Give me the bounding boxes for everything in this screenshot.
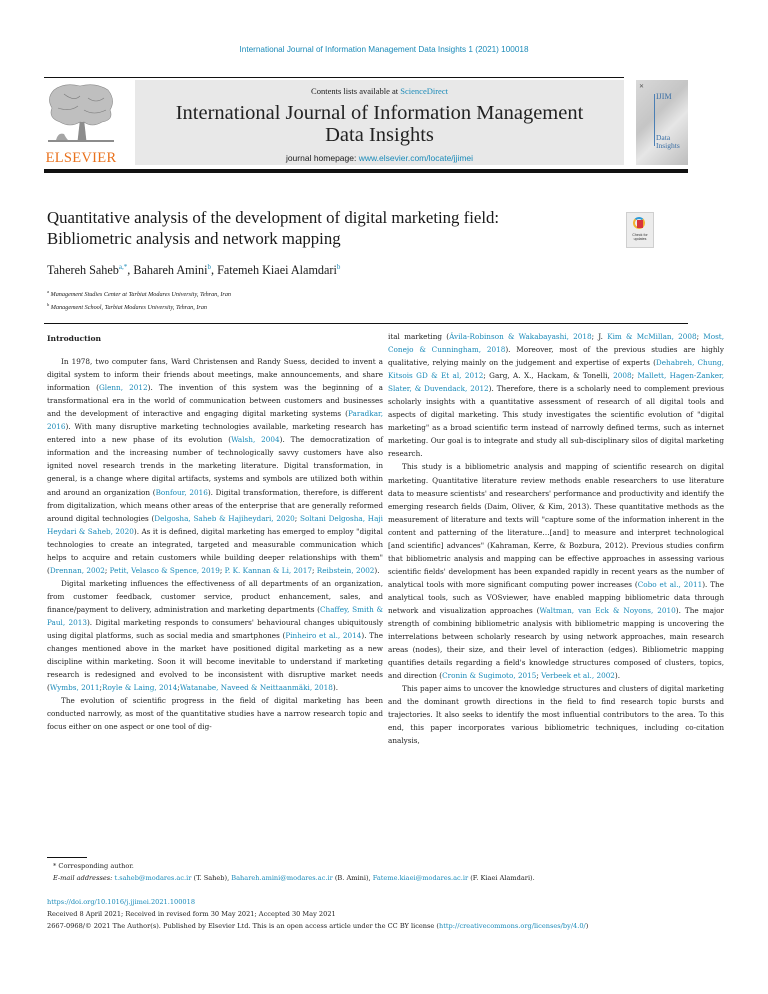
citation-link[interactable]: Soltani Delgosha, Haji Heydari & Saheb, 2020 bbox=[47, 513, 383, 536]
citation-link[interactable]: Most, Conejo & Cunningham, 2018 bbox=[388, 332, 725, 355]
paragraph-text: ; bbox=[311, 565, 317, 575]
journal-cover-thumbnail[interactable] bbox=[636, 80, 688, 165]
masthead-top-rule bbox=[44, 77, 624, 78]
paragraph-text: ). bbox=[614, 671, 621, 681]
license-line bbox=[47, 920, 588, 932]
author-affiliation-mark[interactable]: b bbox=[336, 263, 341, 271]
email-owner: (B. Amini), bbox=[332, 874, 373, 882]
paragraph-text: ). The analytical tools, such as VOSviewer, have enabled mapping bibliometric data through network and visualization approaches ( bbox=[388, 579, 724, 615]
paragraph-text: ). The democratization of information and the increasing number of technologically savvy customers have also ignited novel research trends in the marketing literature. Digital transformation, in general, is a change where digital artifacts, systems and symbols are utilized both within and around an organization ( bbox=[47, 435, 383, 497]
author-name[interactable]: Fatemeh Kiaei Alamdari bbox=[217, 263, 337, 278]
paragraph-text: ital marketing ( bbox=[388, 332, 450, 341]
affiliation-text: Management Studies Center at Tarbiat Modares University, Tehran, Iran bbox=[49, 291, 232, 299]
paragraph-text: ). Digital transformation, therefore, is different from digitalization, which means other areas of the enterprise that are generally reformed around digital technologies ( bbox=[47, 487, 383, 523]
cover-acronym: IJIM bbox=[656, 92, 672, 101]
citation-link[interactable]: P. K. Kannan & Li, 2017 bbox=[224, 565, 312, 575]
article-info bbox=[47, 896, 588, 932]
citation-link[interactable]: 2008 bbox=[613, 371, 632, 381]
author-affiliation-mark[interactable]: b bbox=[207, 263, 211, 271]
citation-link[interactable]: Waltman, van Eck & Noyons, 2010 bbox=[539, 605, 676, 615]
citation-link[interactable]: Reibstein, 2002 bbox=[316, 565, 375, 575]
check-updates-label bbox=[627, 233, 653, 241]
citation-link[interactable]: Paradkar, 2016 bbox=[47, 409, 383, 432]
section-heading-introduction: Introduction bbox=[47, 334, 102, 343]
affiliation-mark: b bbox=[47, 302, 50, 308]
citation-link[interactable]: Mallett, Hagen-Zanker, Slater, & Duvendack, 2012 bbox=[388, 371, 725, 394]
journal-homepage-link[interactable]: www.elsevier.com/locate/jjimei bbox=[358, 153, 474, 163]
affiliation-text: Management School, Tarbiat Modares University, Tehran, Iran bbox=[49, 304, 208, 312]
paragraph-text: ; bbox=[536, 671, 542, 681]
body-paragraph bbox=[47, 577, 383, 694]
paragraph-text: ; bbox=[104, 565, 110, 575]
license-text: 2667-0968/© 2021 The Author(s). Published by Elsevier Ltd. This is an open access article under the CC BY license ( bbox=[47, 922, 440, 930]
email-link[interactable]: Fateme.kiaei@modares.ac.ir bbox=[372, 874, 469, 882]
paragraph-text: This paper aims to uncover the knowledge structures and clusters of digital marketing and the dominant growth directions in the field to find research topic bursts and trajectories. It also seeks to identify the most influential contributors to the area. To this end, this paper incorporates various bibliometric techniques, including co-citation analysis, bbox=[388, 684, 724, 746]
author-separator: , bbox=[210, 263, 218, 278]
affiliation-mark: a bbox=[47, 289, 49, 294]
paragraph-text: ; bbox=[294, 513, 300, 523]
running-head[interactable]: International Journal of Information Management Data Insights 1 (2021) 100018 bbox=[239, 45, 529, 54]
paragraph-text: ). bbox=[332, 683, 339, 693]
citation-link[interactable]: Chaffey, Smith & Paul, 2013 bbox=[47, 604, 383, 627]
body-top-rule bbox=[44, 323, 688, 324]
paragraph-text: ). With many disruptive marketing technologies available, marketing research has entered into a new phase of its evolution ( bbox=[47, 422, 383, 445]
footnotes bbox=[53, 860, 535, 884]
body-paragraph bbox=[388, 682, 724, 747]
email-label: E-mail addresses: bbox=[53, 874, 113, 882]
right-column-paragraphs bbox=[388, 330, 724, 748]
citation-link[interactable]: Drennan, 2002 bbox=[49, 565, 105, 575]
citation-link[interactable]: Bonfour, 2016 bbox=[155, 487, 208, 497]
paragraph-text: ). The invention of this system was the beginning of a transformational era in the world of communication between customers and businesses and the development of interactive and engaging digital marketing systems ( bbox=[47, 383, 383, 419]
article-title bbox=[47, 207, 607, 249]
email-link[interactable]: Bahareh.amini@modares.ac.ir bbox=[231, 874, 333, 882]
citation-link[interactable]: Delgosha, Saheb & Hajiheydari, 2020 bbox=[154, 513, 295, 523]
journal-title: International Journal of Information Management Data Insights bbox=[175, 102, 584, 146]
contents-line bbox=[135, 86, 624, 96]
cover-subtitle-line1: Data bbox=[656, 133, 671, 142]
body-paragraph bbox=[388, 330, 724, 460]
body-paragraph bbox=[47, 694, 383, 733]
cover-subtitle bbox=[656, 134, 680, 150]
doi-link[interactable]: https://doi.org/10.1016/j.jjimei.2021.100018 bbox=[47, 898, 196, 906]
email-owner: (F. Kiaei Alamdari). bbox=[468, 874, 535, 882]
paragraph-text: ). bbox=[374, 565, 380, 575]
right-column bbox=[388, 330, 724, 748]
cover-divider bbox=[654, 94, 655, 146]
paragraph-text: ; bbox=[696, 332, 704, 341]
citation-link[interactable]: Ávila-Robinson & Wakabayashi, 2018 bbox=[449, 332, 592, 341]
paragraph-text: ). Moreover, most of the previous studies are highly qualitative, relying mainly on the judgement and expertise of experts ( bbox=[388, 345, 724, 368]
citation-link[interactable]: Glenn, 2012 bbox=[98, 383, 148, 393]
author-separator: , bbox=[127, 263, 134, 278]
license-suffix: ) bbox=[585, 922, 589, 930]
paragraph-text: Digital marketing influences the effectiveness of all departments of an organization, from customer feedback, customer service, product enhancement, sales, and finance/payment to delivery, administration and marketing departments ( bbox=[47, 578, 383, 614]
cover-logo-icon: ✕ bbox=[639, 83, 645, 90]
homepage-line bbox=[135, 153, 624, 163]
check-updates-line2: updates bbox=[633, 237, 647, 241]
cover-subtitle-line2: Insights bbox=[656, 141, 680, 150]
check-for-updates-button[interactable] bbox=[626, 212, 654, 248]
crossmark-ribbon-icon bbox=[637, 220, 643, 228]
paragraph-text: ). Therefore, there is a scholarly need to complement previous scholarly insights with a quantitative assessment of research of all digital tools and aspects of digital marketing. This study investigates the scientific evolution of "digital marketing" as a broad scientific term instead of narrowly defined terms, such as internet marketing. Our goal is to integrate and study all sub-disciplinary silos of digital marketing research. bbox=[388, 384, 724, 459]
citation-link[interactable]: Walsh, 2004 bbox=[231, 435, 280, 445]
paragraph-text: ; bbox=[219, 565, 225, 575]
left-column-paragraphs bbox=[47, 355, 383, 733]
paragraph-text: In 1978, two computer fans, Ward Christensen and Randy Suess, decided to invent a digital system to inform their friends about meetings, make announcements, and share information ( bbox=[47, 357, 383, 393]
paragraph-text: ; bbox=[99, 683, 102, 693]
author-affiliation-mark[interactable]: a,* bbox=[118, 263, 128, 271]
citation-link[interactable]: Cobo et al., 2011 bbox=[637, 579, 703, 589]
paragraph-text: This study is a bibliometric analysis and mapping of scientific research on digital marketing. Quantitative literature review methods enable researchers to use literature data to measure scientists' and researchers' performance and productivity and identify the emerging research fields (Daim, Oliver, & Kim, 2013). These quantitative methods as the measurement of literature and texts will "capture some of the information inherent in the content and patterning of the literature…[and] to measure and interpret technological [and scientific] advances" (Kahraman, Kerre, & Bozbura, 2012). Previous studies confirm that bibliometric analysis and mapping can be effective approaches in assessing various scientific fields' development has been expanded rapidly in recent years as the number of analytical tools with more significant computing power increases ( bbox=[388, 462, 724, 589]
citation-link[interactable]: Kim & McMillan, 2008 bbox=[607, 332, 697, 341]
body-paragraph bbox=[47, 355, 383, 577]
paragraph-text: ). Digital marketing responds to consumers' behavioural changes ubiquitously using digital platforms, such as social media and smartphones ( bbox=[47, 617, 383, 641]
masthead-bottom-rule bbox=[44, 169, 688, 173]
citation-link[interactable]: Wymbs, 2011 bbox=[49, 683, 100, 693]
tree-icon bbox=[44, 82, 118, 148]
author-list bbox=[47, 263, 340, 278]
citation-link[interactable]: Watanabe, Naveed & Neittaanmäki, 2018 bbox=[179, 683, 333, 693]
article-title-line2: Bibliometric analysis and network mapping bbox=[47, 229, 341, 248]
affiliations bbox=[47, 287, 231, 313]
paragraph-text: ). The changes mentioned above in the market have positioned digital marketing as a new discipline within marketing. Soon it will become inevitable to understand if marketing research is redesigned and evolved to be inconsistent with disruptive market needs ( bbox=[47, 631, 383, 693]
citation-link[interactable]: Petit, Velasco & Spence, 2019 bbox=[109, 565, 220, 575]
paragraph-text: ; Garg, A. X., Hackam, & Tonelli, bbox=[483, 371, 614, 381]
contents-prefix: Contents lists available at bbox=[311, 86, 401, 96]
journal-masthead bbox=[135, 80, 624, 165]
citation-link[interactable]: Cronin & Sugimoto, 2015 bbox=[442, 671, 537, 681]
license-link[interactable]: http://creativecommons.org/licenses/by/4.0/ bbox=[439, 922, 586, 930]
email-addresses bbox=[53, 872, 535, 884]
corresponding-author-note: * Corresponding author. bbox=[53, 862, 134, 870]
author-name[interactable]: Tahereh Saheb bbox=[47, 263, 119, 278]
paragraph-text: ; bbox=[177, 683, 180, 693]
affiliation-item bbox=[47, 287, 231, 300]
body-paragraph bbox=[388, 460, 724, 682]
citation-link[interactable]: Verbeek et al., 2002 bbox=[541, 671, 615, 681]
article-title-line1: Quantitative analysis of the development of digital marketing field: bbox=[47, 208, 500, 227]
received-dates: Received 8 April 2021; Received in revised form 30 May 2021; Accepted 30 May 2021 bbox=[47, 910, 336, 918]
sciencedirect-link[interactable]: ScienceDirect bbox=[400, 86, 448, 96]
author-name[interactable]: Bahareh Amini bbox=[133, 263, 208, 278]
paragraph-text: ; bbox=[631, 371, 638, 381]
citation-link[interactable]: Royle & Laing, 2014 bbox=[101, 683, 178, 693]
homepage-prefix: journal homepage: bbox=[285, 153, 359, 163]
citation-link[interactable]: Dehabreh, Chung, Kitsois GD & Et al, 2012 bbox=[388, 358, 724, 381]
left-column bbox=[47, 332, 383, 733]
check-updates-line1: Check for bbox=[632, 233, 648, 237]
citation-link[interactable]: Pinheiro et al., 2014 bbox=[285, 631, 362, 641]
paragraph-text: ). The major strength of combining bibliometric analysis with bibliometric mapping is uncovering the interrelations between scholarly research by using network approaches, main research areas (nodes), their size, and their level of interaction (edges). Bibliometric mapping quantifies details regarding a field's knowledge structures composed of clusters, topics, and direction ( bbox=[388, 605, 725, 681]
email-owner: (T. Saheb), bbox=[191, 874, 232, 882]
email-link[interactable]: t.saheb@modares.ac.ir bbox=[114, 874, 192, 882]
paragraph-text: The evolution of scientific progress in the field of digital marketing has been conducted narrowly, as most of the quantitative studies have a narrow research topic and focus either on one aspect or one tool of dig- bbox=[47, 696, 383, 732]
publisher-wordmark: ELSEVIER bbox=[45, 150, 117, 166]
affiliation-item bbox=[47, 300, 231, 313]
paragraph-text: ; J. bbox=[591, 332, 608, 341]
paragraph-text: ). As it is defined, digital marketing has emerged to employ "digital technologies to create an integrated, targeted and measurable communication which helps to acquire and retain customers while building deeper relationships with them" ( bbox=[47, 526, 383, 575]
footnote-rule bbox=[47, 857, 87, 858]
